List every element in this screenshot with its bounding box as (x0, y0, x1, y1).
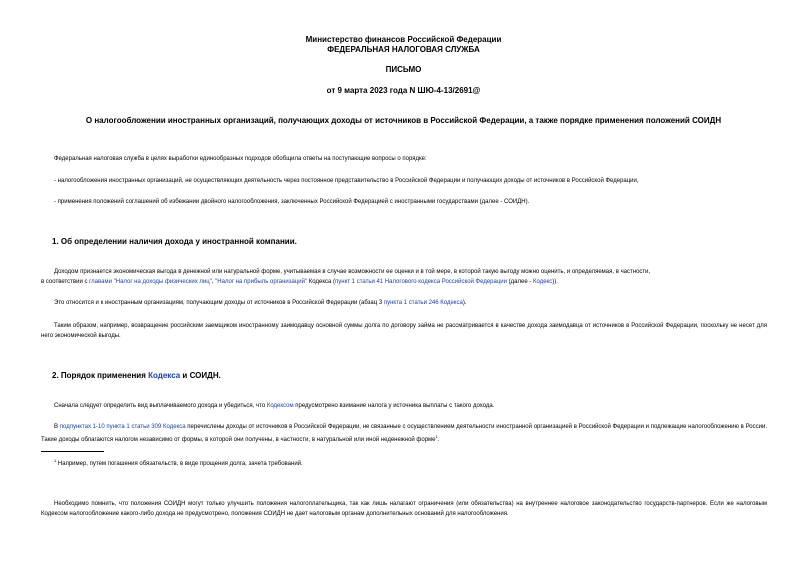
final-paragraph: Необходимо помнить, что положения СОИДН могут только улучшить положения налогоплательщика, так как лишь налагают ограничения (или обязательства) на внутреннее налоговое законодательство государств-партнеров. Если же налоговым Кодексом налогообложение какого-либо дохода не предусмотрено, положения СОИДН не дает налоговым органам дополнительных оснований для налогообложения. (41, 501, 767, 517)
footnote-ref[interactable]: 1 (435, 434, 438, 439)
service-name: ФЕДЕРАЛЬНАЯ НАЛОГОВАЯ СЛУЖБА (327, 45, 480, 54)
s1-paragraph-1-line-1: Доходом признается экономическая выгода в денежной или натуральной форме, учитываемая в случае возможности ее оценки и в той мере, в которой такую выгоду можно оценить, и определяемая, в частности, (54, 269, 651, 275)
link-chapter-profit-tax[interactable]: "Налог на прибыль организаций" (215, 279, 308, 285)
intro-lead: Федеральная налоговая служба в целях выработки единообразных подходов обобщила ответы на поступающие вопросы о порядке: (54, 156, 427, 162)
link-code[interactable]: Кодекс (533, 279, 553, 285)
s2-paragraph-1: Сначала следует определить вид выплачиваемого дохода и убедиться, что Кодексом предусмотрено взимание налога у источника выплаты с такого дохода. (54, 403, 495, 409)
s1-paragraph-2: Это относится и к иностранным организациям, получающим доходы от источников в Российской Федерации (абзац 3 пункта 1 статьи 246 Кодекса). (54, 300, 467, 306)
footnote-divider (41, 451, 104, 452)
intro-item-2: - применения положений соглашений об избежании двойного налогообложения, заключенных Российской Федерацией с иностранными государствами (далее - СОИДН). (54, 199, 530, 205)
section-1-heading: 1. Об определении наличия дохода у иностранной компании. (52, 237, 297, 246)
document-date-number: от 9 марта 2023 года N ШЮ-4-13/2691@ (326, 86, 481, 95)
ministry-name: Министерство финансов Российской Федерации (305, 35, 502, 44)
link-article-309[interactable]: подпунктах 1-10 пункта 1 статьи 309 Кодекса (59, 424, 186, 430)
link-code-heading[interactable]: Кодекса (148, 371, 181, 380)
link-article-246[interactable]: пункта 1 статьи 246 Кодекса (383, 300, 463, 306)
footnote: $^1$ Например, путем погашения обязательств, в виде прощения долга, зачета требований. (54, 458, 303, 467)
intro-item-1: - налогообложения иностранных организаций, не осуществляющих деятельность через постоянное представительство в Российской Федерации и получающих доходы от источников в Российской Федерации, (54, 178, 639, 184)
document-title: О налогообложении иностранных организаций, получающих доходы от источников в Российской Федерации, а также порядке применения положений СОИДН (85, 116, 722, 125)
s1-paragraph-1-line-2: в соответствии с главами "Налог на доходы физических лиц", "Налог на прибыль организаций" Кодекса (пункт 1 статьи 41 Налогового кодекса Российской Федерации (далее - Кодекс)). (41, 279, 558, 285)
link-article-41[interactable]: пункт 1 статьи 41 Налогового кодекса Российской Федерации (335, 279, 507, 285)
document-type: ПИСЬМО (385, 65, 422, 74)
s1-paragraph-3: Таким образом, например, возвращение российским заемщиком иностранному заимодавцу основной суммы долга по договору займа не рассматривается в качестве дохода заимодавца от источников в Российской Федерации, поскольку не несет для него экономической выгоды. (41, 323, 767, 339)
section-2-heading: 2. Порядок применения Кодекса и СОИДН. (52, 371, 221, 380)
link-code-inline[interactable]: Кодексом (266, 403, 294, 409)
link-chapter-ndfl[interactable]: главами "Налог на доходы физических лиц" (89, 279, 212, 285)
s2-paragraph-2: В подпунктах 1-10 пункта 1 статьи 309 Кодекса перечислены доходы от источников в Российской Федерации, не связанные с осуществлением деятельности иностранной организацией в Российской Федерации и подлежащие налогообложению в России. Такие доходы облагаются налогом независимо от формы, в которой они получены, в частности, в натуральной или иной неденежной форме$^1$. (41, 424, 768, 443)
